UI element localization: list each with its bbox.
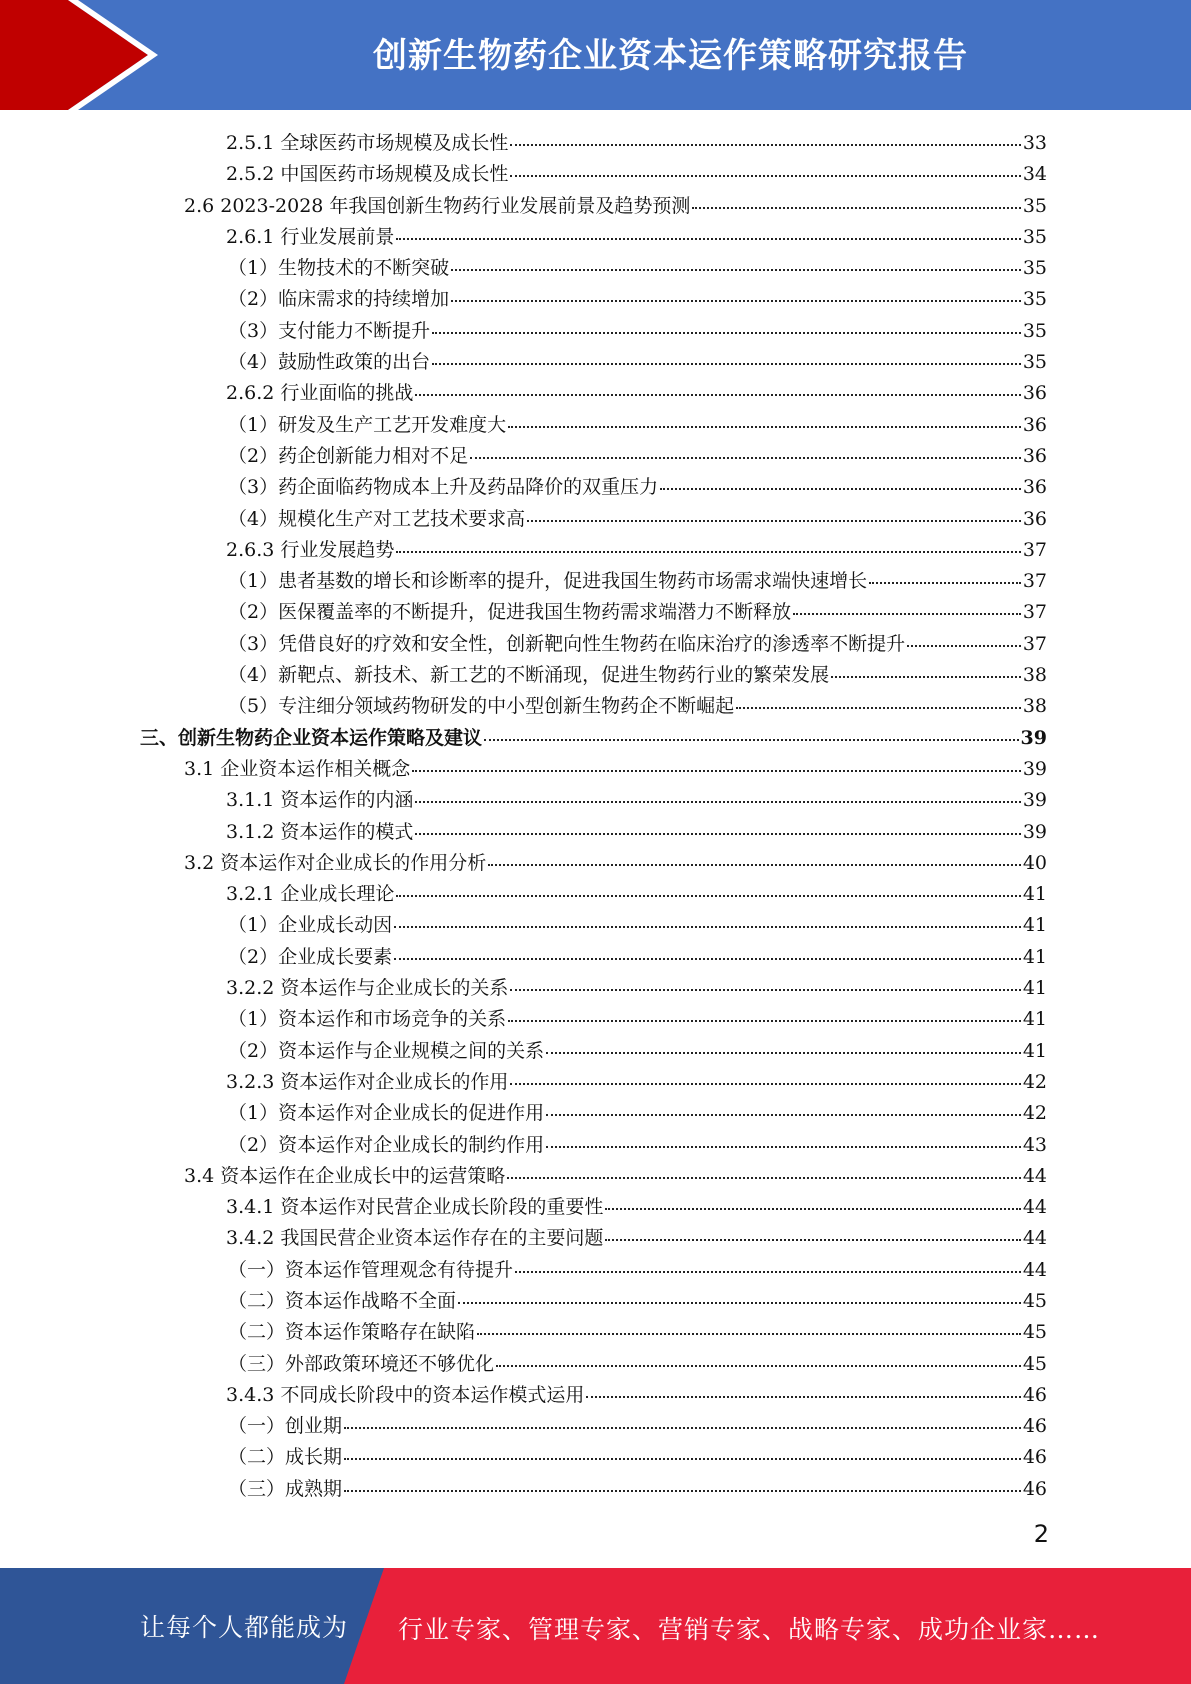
toc-dot-leader (510, 988, 1020, 991)
toc-dot-leader (660, 487, 1021, 490)
toc-entry-label: 3.4 资本运作在企业成长中的运营策略 (184, 1164, 506, 1187)
toc-entry[interactable] (140, 504, 1047, 535)
toc-entry-label: （2）医保覆盖率的不断提升，促进我国生物药需求端潜力不断释放 (228, 601, 792, 624)
toc-entry-label: （1）企业成长动因 (228, 914, 393, 937)
page-number: 2 (1033, 1520, 1049, 1548)
footer-slogan-left: 让每个人都能成为 (140, 1613, 349, 1642)
toc-dot-leader (396, 237, 1020, 240)
toc-entry-label: （二）资本运作策略存在缺陷 (228, 1321, 476, 1344)
toc-dot-leader (488, 863, 1021, 866)
toc-entry-label: （三）外部政策环境还不够优化 (228, 1352, 495, 1375)
toc-entry-page: 41 (1022, 945, 1047, 968)
toc-entry-label: （二）资本运作战略不全面 (228, 1289, 457, 1312)
toc-entry-label: 2.6.3 行业发展趋势 (226, 538, 395, 561)
toc-entry-label: 3.4.2 我国民营企业资本运作存在的主要问题 (226, 1227, 604, 1250)
toc-entry-page: 41 (1022, 914, 1047, 937)
toc-entry-page: 36 (1022, 444, 1047, 467)
toc-entry-page: 37 (1022, 570, 1047, 593)
toc-entry-label: （4）鼓励性政策的出台 (228, 351, 431, 374)
toc-dot-leader (515, 1270, 1021, 1273)
toc-dot-leader (546, 1113, 1021, 1116)
toc-dot-leader (736, 706, 1021, 709)
toc-entry-label: （3）药企面临药物成本上升及药品降价的双重压力 (228, 476, 659, 499)
toc-entry-label: （三）成熟期 (228, 1477, 343, 1500)
toc-entry-page: 33 (1022, 132, 1047, 154)
toc-dot-leader (692, 206, 1020, 209)
toc-entry[interactable] (140, 754, 1047, 785)
toc-entry-page: 37 (1022, 538, 1047, 561)
toc-entry[interactable] (140, 316, 1047, 347)
report-title: 创新生物药企业资本运作策略研究报告 (373, 36, 968, 76)
toc-entry-page: 46 (1022, 1477, 1047, 1500)
toc-entry-label: （2）药企创新能力相对不足 (228, 444, 469, 467)
toc-entry-label: （一）资本运作管理观念有待提升 (228, 1258, 514, 1281)
toc-dot-leader (344, 1489, 1021, 1492)
toc-entry-label: （1）患者基数的增长和诊断率的提升，促进我国生物药市场需求端快速增长 (228, 570, 868, 593)
toc-entry[interactable] (140, 284, 1047, 315)
toc-entry[interactable] (140, 1349, 1047, 1380)
toc-entry-label: 3.2 资本运作对企业成长的作用分析 (184, 851, 487, 874)
toc-entry[interactable] (140, 378, 1047, 409)
toc-dot-leader (451, 299, 1021, 302)
toc-entry-page: 36 (1022, 413, 1047, 436)
toc-entry[interactable] (140, 973, 1047, 1004)
toc-entry[interactable] (140, 1036, 1047, 1067)
toc-dot-leader (458, 1301, 1021, 1304)
toc-entry-page: 36 (1022, 476, 1047, 499)
toc-dot-leader (546, 1051, 1021, 1054)
toc-entry[interactable] (140, 222, 1047, 253)
toc-entry[interactable] (140, 910, 1047, 941)
toc-entry[interactable] (140, 691, 1047, 722)
toc-entry-label: （3）凭借良好的疗效和安全性，创新靶向性生物药在临床治疗的渗透率不断提升 (228, 632, 906, 655)
toc-entry-label: （2）企业成长要素 (228, 945, 393, 968)
toc-entry-page: 41 (1022, 883, 1047, 906)
toc-entry-label: 3.2.3 资本运作对企业成长的作用 (226, 1070, 509, 1093)
toc-entry-page: 39 (1020, 726, 1047, 749)
page-footer (0, 1568, 1191, 1684)
footer-slogan-right: 行业专家、管理专家、营销专家、战略专家、成功企业家…… (398, 1615, 1101, 1644)
toc-entry[interactable] (140, 1004, 1047, 1035)
toc-entry[interactable] (140, 128, 1047, 159)
toc-entry-label: （一）创业期 (228, 1415, 343, 1438)
toc-entry-label: （3）支付能力不断提升 (228, 319, 431, 342)
toc-dot-leader (586, 1395, 1020, 1398)
toc-entry-label: （5）专注细分领域药物研发的中小型创新生物药企不断崛起 (228, 695, 735, 718)
toc-entry-page: 42 (1022, 1070, 1047, 1093)
toc-entry-label: 3.1 企业资本运作相关概念 (184, 757, 411, 780)
toc-entry-page: 36 (1022, 507, 1047, 530)
toc-entry[interactable] (140, 785, 1047, 816)
toc-dot-leader (831, 675, 1021, 678)
toc-entry[interactable] (140, 629, 1047, 660)
toc-entry[interactable] (140, 1286, 1047, 1317)
toc-entry[interactable] (140, 1161, 1047, 1192)
toc-dot-leader (527, 519, 1021, 522)
toc-entry[interactable] (140, 410, 1047, 441)
toc-entry-page: 39 (1022, 757, 1047, 780)
toc-dot-leader (344, 1426, 1021, 1429)
toc-entry-page: 37 (1022, 632, 1047, 655)
toc-dot-leader (508, 1019, 1021, 1022)
toc-dot-leader (496, 1364, 1021, 1367)
toc-entry[interactable] (140, 1098, 1047, 1129)
toc-entry-page: 41 (1022, 1008, 1047, 1031)
toc-entry-page: 39 (1022, 789, 1047, 812)
toc-entry-page: 34 (1022, 163, 1047, 186)
toc-entry-page: 41 (1022, 977, 1047, 1000)
header-arrow-decoration (0, 0, 150, 110)
toc-entry-label: 3.1.2 资本运作的模式 (226, 820, 414, 843)
toc-entry-label: 3.1.1 资本运作的内涵 (226, 789, 414, 812)
toc-entry-page: 36 (1022, 382, 1047, 405)
toc-entry[interactable] (140, 253, 1047, 284)
table-of-contents (140, 128, 1047, 1505)
toc-dot-leader (510, 1082, 1020, 1085)
toc-entry-label: （1）生物技术的不断突破 (228, 257, 450, 280)
toc-entry[interactable] (140, 1067, 1047, 1098)
toc-dot-leader (510, 174, 1020, 177)
toc-dot-leader (412, 769, 1021, 772)
toc-dot-leader (432, 362, 1021, 365)
toc-entry-page: 45 (1022, 1289, 1047, 1312)
toc-dot-leader (507, 1176, 1021, 1179)
toc-entry-page: 45 (1022, 1352, 1047, 1375)
toc-dot-leader (869, 581, 1021, 584)
toc-entry[interactable] (140, 1192, 1047, 1223)
toc-entry-page: 44 (1022, 1258, 1047, 1281)
toc-entry[interactable] (140, 660, 1047, 691)
toc-entry[interactable] (140, 1130, 1047, 1161)
toc-entry-label: （4）新靶点、新技术、新工艺的不断涌现，促进生物药行业的繁荣发展 (228, 664, 830, 687)
toc-dot-leader (477, 1332, 1021, 1335)
toc-entry-page: 35 (1022, 257, 1047, 280)
toc-entry-label: （2）资本运作对企业成长的制约作用 (228, 1133, 545, 1156)
toc-entry[interactable] (140, 817, 1047, 848)
toc-dot-leader (605, 1207, 1020, 1210)
toc-entry[interactable] (140, 1474, 1047, 1505)
toc-dot-leader (415, 393, 1020, 396)
toc-entry-label: （1）资本运作和市场竞争的关系 (228, 1008, 507, 1031)
toc-entry-page: 40 (1022, 851, 1047, 874)
toc-entry[interactable] (140, 1411, 1047, 1442)
toc-entry-label: 2.6 2023-2028 年我国创新生物药行业发展前景及趋势预测 (184, 194, 691, 217)
toc-entry-page: 44 (1022, 1164, 1047, 1187)
toc-entry[interactable] (140, 848, 1047, 879)
toc-entry-label: 三、创新生物药企业资本运作策略及建议 (140, 726, 483, 749)
toc-entry[interactable] (140, 347, 1047, 378)
toc-entry-label: 2.5.2 中国医药市场规模及成长性 (226, 163, 509, 186)
toc-dot-leader (484, 738, 1019, 741)
toc-entry-label: （2）资本运作与企业规模之间的关系 (228, 1039, 545, 1062)
toc-dot-leader (394, 925, 1021, 928)
toc-entry[interactable] (140, 723, 1047, 754)
toc-entry-page: 44 (1022, 1227, 1047, 1250)
toc-entry-page: 46 (1022, 1446, 1047, 1469)
toc-entry-page: 35 (1022, 194, 1047, 217)
toc-entry-page: 38 (1022, 695, 1047, 718)
toc-entry-page: 41 (1022, 1039, 1047, 1062)
toc-entry[interactable] (140, 535, 1047, 566)
toc-dot-leader (451, 268, 1021, 271)
toc-entry-page: 35 (1022, 225, 1047, 248)
toc-entry-page: 43 (1022, 1133, 1047, 1156)
toc-dot-leader (415, 832, 1020, 835)
toc-entry[interactable] (140, 472, 1047, 503)
toc-entry[interactable] (140, 159, 1047, 190)
toc-entry-page: 46 (1022, 1383, 1047, 1406)
toc-entry-page: 38 (1022, 664, 1047, 687)
toc-entry-page: 46 (1022, 1415, 1047, 1438)
toc-entry[interactable] (140, 1255, 1047, 1286)
toc-entry-page: 35 (1022, 288, 1047, 311)
toc-dot-leader (432, 331, 1021, 334)
toc-dot-leader (546, 1145, 1021, 1148)
toc-dot-leader (510, 143, 1020, 146)
toc-entry[interactable] (140, 566, 1047, 597)
toc-entry-label: 2.5.1 全球医药市场规模及成长性 (226, 132, 509, 154)
toc-entry-page: 35 (1022, 351, 1047, 374)
toc-entry-label: 3.4.1 资本运作对民营企业成长阶段的重要性 (226, 1196, 604, 1219)
toc-dot-leader (793, 612, 1021, 615)
toc-dot-leader (344, 1457, 1021, 1460)
toc-entry[interactable] (140, 1380, 1047, 1411)
toc-dot-leader (415, 800, 1020, 803)
toc-entry-label: 3.2.2 资本运作与企业成长的关系 (226, 977, 509, 1000)
toc-entry-page: 42 (1022, 1102, 1047, 1125)
toc-entry-label: 3.2.1 企业成长理论 (226, 883, 395, 906)
toc-entry-label: （1）研发及生产工艺开发难度大 (228, 413, 507, 436)
toc-entry-label: （4）规模化生产对工艺技术要求高 (228, 507, 526, 530)
toc-entry[interactable] (140, 879, 1047, 910)
toc-dot-leader (396, 894, 1020, 897)
toc-entry[interactable] (140, 441, 1047, 472)
toc-entry-label: （2）临床需求的持续增加 (228, 288, 450, 311)
toc-dot-leader (470, 456, 1021, 459)
toc-entry-page: 45 (1022, 1321, 1047, 1344)
toc-entry-label: 2.6.2 行业面临的挑战 (226, 382, 414, 405)
page-header (0, 0, 1191, 110)
toc-entry-page: 44 (1022, 1196, 1047, 1219)
toc-dot-leader (394, 957, 1021, 960)
toc-entry-page: 35 (1022, 319, 1047, 342)
toc-entry[interactable] (140, 597, 1047, 628)
toc-dot-leader (396, 550, 1020, 553)
toc-dot-leader (907, 644, 1021, 647)
toc-entry-label: （二）成长期 (228, 1446, 343, 1469)
toc-entry-page: 37 (1022, 601, 1047, 624)
toc-entry[interactable] (140, 191, 1047, 222)
toc-dot-leader (508, 425, 1021, 428)
toc-entry[interactable] (140, 1317, 1047, 1348)
toc-entry[interactable] (140, 1223, 1047, 1254)
toc-entry-label: 3.4.3 不同成长阶段中的资本运作模式运用 (226, 1383, 585, 1406)
toc-entry-label: 2.6.1 行业发展前景 (226, 225, 395, 248)
toc-dot-leader (605, 1238, 1020, 1241)
toc-entry-label: （1）资本运作对企业成长的促进作用 (228, 1102, 545, 1125)
toc-entry-page: 39 (1022, 820, 1047, 843)
toc-entry[interactable] (140, 942, 1047, 973)
toc-entry[interactable] (140, 1442, 1047, 1473)
